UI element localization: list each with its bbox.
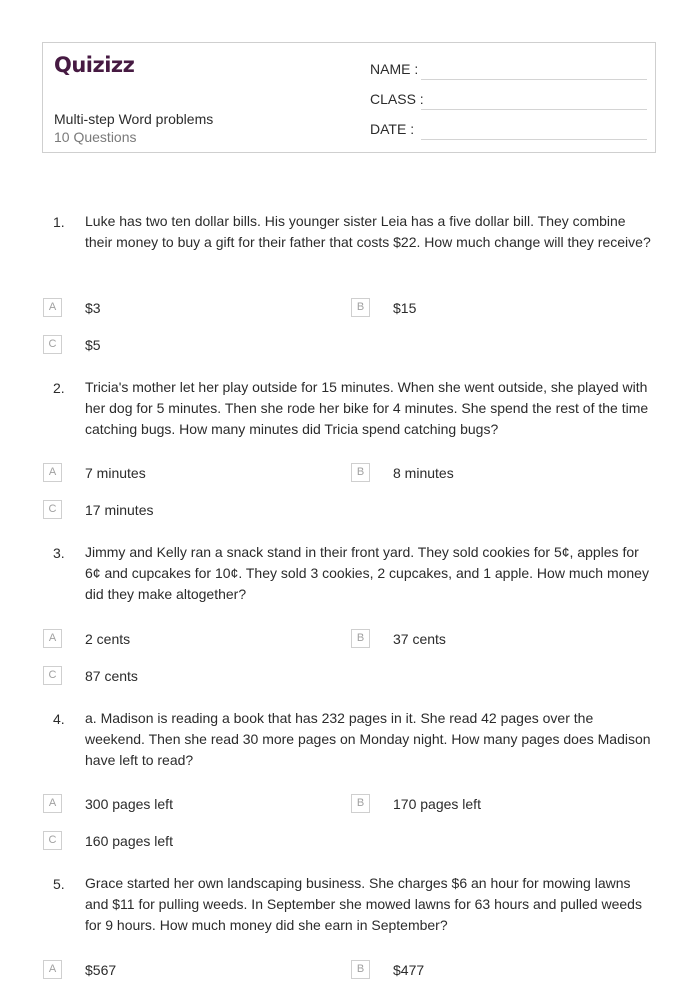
worksheet-header <box>42 42 656 153</box>
class-line <box>421 109 647 110</box>
option-letter[interactable]: B <box>351 960 370 979</box>
option-text[interactable]: 2 cents <box>85 631 131 647</box>
option-letter[interactable]: B <box>351 463 370 482</box>
question-text: Luke has two ten dollar bills. His younger sister Leia has a five dollar bill. They combine their money to buy a gift for their father that costs $22. How much change will they receive? <box>85 213 651 250</box>
question-text: Tricia's mother let her play outside for 15 minutes. When she went outside, she played with her dog for 5 minutes. Then she rode her bike for 4 minutes. She spend the rest of the time catching bugs. How many minutes did Tricia spend catching bugs? <box>85 379 649 437</box>
option-text[interactable]: 170 pages left <box>393 796 481 812</box>
option-letter[interactable]: A <box>43 298 62 317</box>
option-text[interactable]: $15 <box>393 300 417 316</box>
option-letter[interactable]: C <box>43 831 62 850</box>
question-count: 10 Questions <box>54 129 137 145</box>
date-line <box>421 139 647 140</box>
option-letter[interactable]: A <box>43 960 62 979</box>
option-text[interactable]: 37 cents <box>393 631 446 647</box>
option-text[interactable]: $477 <box>393 962 425 978</box>
option-text[interactable]: 8 minutes <box>393 465 454 481</box>
option-letter[interactable]: A <box>43 794 62 813</box>
option-letter[interactable]: A <box>43 629 62 648</box>
question-number: 3. <box>53 545 65 561</box>
option-text[interactable]: $3 <box>85 300 101 316</box>
name-label: NAME : <box>370 61 419 77</box>
question-number: 5. <box>53 876 65 892</box>
option-text[interactable]: 7 minutes <box>85 465 146 481</box>
date-label: DATE : <box>370 121 415 137</box>
option-text[interactable]: 87 cents <box>85 668 138 684</box>
option-text[interactable]: 160 pages left <box>85 833 173 849</box>
question-number: 2. <box>53 380 65 396</box>
option-letter[interactable]: C <box>43 335 62 354</box>
question-text: Jimmy and Kelly ran a snack stand in their front yard. They sold cookies for 5¢, apples for 6¢ and cupcakes for 10¢. They sold 3 cookies, 2 cupcakes, and 1 apple. How much money did they make altogether? <box>85 544 649 602</box>
option-text[interactable]: 17 minutes <box>85 502 154 518</box>
option-letter[interactable]: B <box>351 298 370 317</box>
question-text: Grace started her own landscaping business. She charges $6 an hour for mowing lawns and $11 for pulling weeds. In September she mowed lawns for 63 hours and pulled weeds for 9 hours. How much money did she earn in September? <box>85 875 642 933</box>
question-number: 4. <box>53 711 65 727</box>
option-letter[interactable]: B <box>351 629 370 648</box>
quizizz-logo: Quizizz <box>54 53 135 77</box>
option-text[interactable]: 300 pages left <box>85 796 173 812</box>
option-text[interactable]: $567 <box>85 962 117 978</box>
question-number: 1. <box>53 214 65 230</box>
class-label: CLASS : <box>370 91 424 107</box>
option-text[interactable]: $5 <box>85 337 101 353</box>
question-text: a. Madison is reading a book that has 232 pages in it. She read 42 pages over the weekend. Then she read 30 more pages on Monday night. How many pages does Madison have left to read? <box>85 710 651 768</box>
name-line <box>421 79 647 80</box>
worksheet-title: Multi-step Word problems <box>54 111 214 127</box>
option-letter[interactable]: C <box>43 666 62 685</box>
option-letter[interactable]: A <box>43 463 62 482</box>
option-letter[interactable]: C <box>43 500 62 519</box>
option-letter[interactable]: B <box>351 794 370 813</box>
